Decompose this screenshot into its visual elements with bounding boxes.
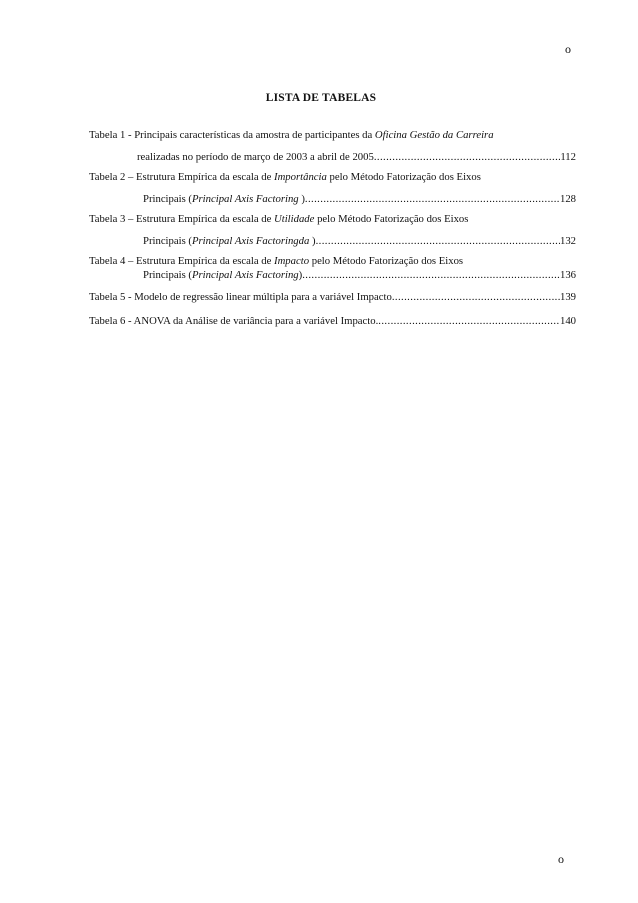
- leader-dots: [378, 314, 560, 328]
- page-title: LISTA DE TABELAS: [265, 92, 377, 104]
- list-item-tabela-3[interactable]: [89, 212, 576, 248]
- list-item-tabela-6[interactable]: [89, 314, 576, 328]
- entry-text: Tabela 1 - Principais características da amostra de participantes da: [89, 129, 375, 141]
- table-list: [89, 128, 576, 328]
- page-ref: 132: [559, 235, 576, 247]
- leader-dots: [316, 234, 560, 248]
- entry-text: Tabela 4 – Estrutura Empírica da escala de: [89, 255, 275, 267]
- entry-text: ): [298, 269, 303, 281]
- entry-text: pelo Método Fatorização dos Eixos: [326, 171, 481, 183]
- entry-text: ): [309, 235, 316, 247]
- entry-italic-text: Principal Axis Factoring: [191, 269, 299, 281]
- page-ref: 128: [559, 193, 576, 205]
- leader-dots: [302, 268, 560, 282]
- entry-text: pelo Método Fatorização dos Eixos: [314, 213, 469, 225]
- list-item-tabela-2[interactable]: [89, 170, 576, 206]
- page-ref: 139: [559, 291, 576, 303]
- entry-text: Tabela 6 - ANOVA da Análise de variância para a variável Impacto.: [89, 315, 379, 327]
- page-ref: 136: [559, 269, 576, 281]
- page-number-top: o: [565, 42, 571, 56]
- entry-italic-text: Principal Axis Factoringda: [191, 235, 310, 247]
- list-item-tabela-5[interactable]: [89, 290, 576, 304]
- entry-text: Tabela 5 - Modelo de regressão linear múltipla para a variável Impacto: [89, 291, 392, 303]
- page-number-bottom: o: [558, 852, 564, 866]
- entry-text: ): [298, 193, 305, 205]
- entry-italic-text: Principal Axis Factoring: [191, 193, 299, 205]
- leader-dots: [305, 192, 560, 206]
- entry-text: Principais (: [143, 235, 192, 247]
- entry-text: pelo Método Fatorização dos Eixos: [309, 255, 464, 267]
- page-ref: 140: [559, 315, 576, 327]
- list-item-tabela-1[interactable]: [89, 128, 576, 164]
- entry-italic-text: Oficina Gestão da Carreira: [374, 129, 494, 141]
- entry-text: Tabela 2 – Estrutura Empírica da escala de: [89, 171, 275, 183]
- entry-italic-text: Utilidade: [274, 213, 315, 225]
- entry-text: Tabela 3 – Estrutura Empírica da escala de: [89, 213, 275, 225]
- entry-italic-text: Impacto: [274, 255, 310, 267]
- entry-text: realizadas no período de março de 2003 a abril de 2005: [137, 151, 374, 163]
- entry-text: Principais (: [143, 193, 192, 205]
- page-ref: 112: [560, 151, 576, 163]
- leader-dots: [374, 150, 561, 164]
- entry-italic-text: Importância: [274, 171, 327, 183]
- entry-text: Principais (: [143, 269, 192, 281]
- leader-dots: [392, 290, 560, 304]
- list-item-tabela-4[interactable]: [89, 254, 576, 282]
